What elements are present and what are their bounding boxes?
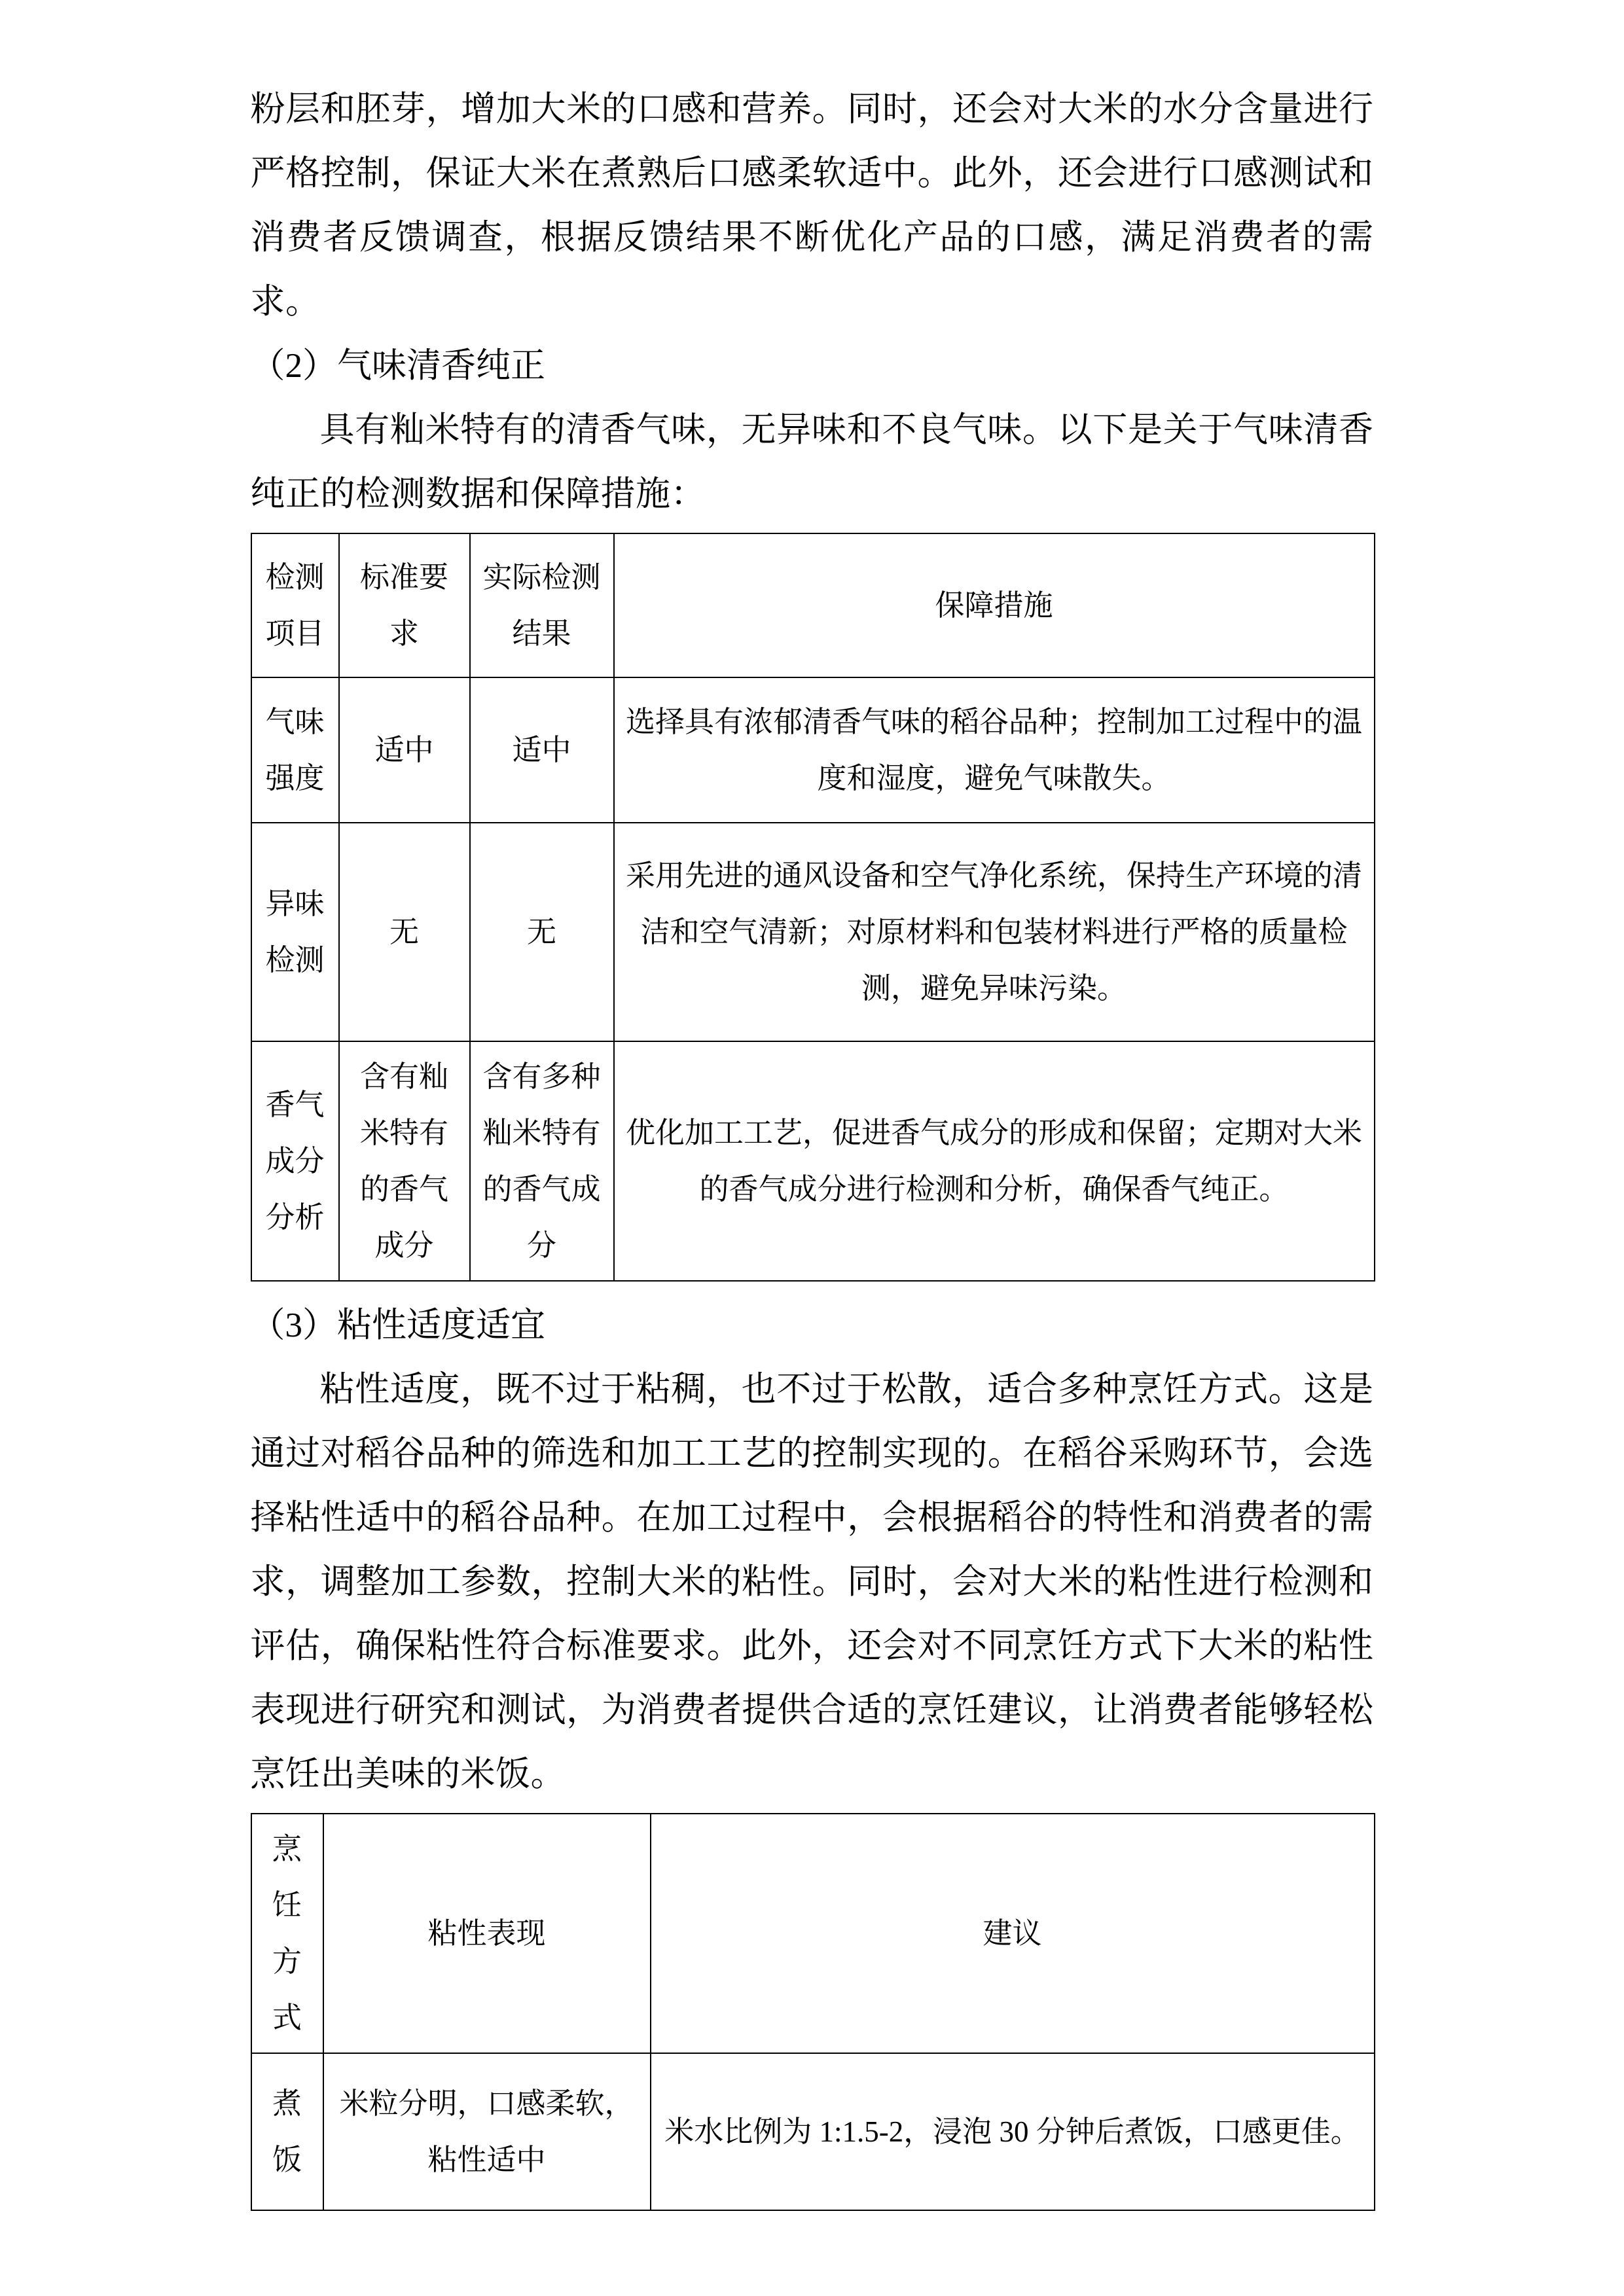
cell-item: 气味强度 (251, 677, 339, 823)
cell-measure: 采用先进的通风设备和空气净化系统，保持生产环境的清洁和空气清新；对原材料和包装材料进行严格的质量检测，避免异味污染。 (614, 823, 1375, 1041)
cell-advice: 米水比例为 1:1.5-2，浸泡 30 分钟后煮饭，口感更佳。 (651, 2053, 1375, 2210)
spacer (251, 1282, 1374, 1293)
column-header-item: 检测项目 (251, 533, 339, 677)
column-header-measure: 保障措施 (614, 533, 1375, 677)
table-row (251, 2053, 1375, 2210)
table-cooking-advice (251, 1813, 1375, 2211)
cell-measure: 优化加工工艺，促进香气成分的形成和保留；定期对大米的香气成分进行检测和分析，确保香气纯正。 (614, 1041, 1375, 1281)
table-odor-detection (251, 533, 1375, 1282)
cell-actual: 适中 (470, 677, 614, 823)
cell-actual: 无 (470, 823, 614, 1041)
spacer (251, 526, 1374, 533)
column-header-standard: 标准要求 (339, 533, 470, 677)
table-row (251, 1041, 1375, 1281)
cell-item: 香气成分分析 (251, 1041, 339, 1281)
table-row (251, 677, 1375, 823)
table-row-header (251, 1814, 1375, 2053)
heading-section-3: （3）粘性适度适宜 (250, 1306, 545, 1344)
cell-method: 煮饭 (251, 2053, 323, 2210)
cell-actual: 含有多种籼米特有的香气成分 (470, 1041, 614, 1281)
cell-measure: 选择具有浓郁清香气味的稻谷品种；控制加工过程中的温度和湿度，避免气味散失。 (614, 677, 1375, 823)
cell-standard: 适中 (339, 677, 470, 823)
spacer (251, 1806, 1374, 1813)
cell-stickiness: 米粒分明，口感柔软，粘性适中 (323, 2053, 651, 2210)
column-header-actual: 实际检测结果 (470, 533, 614, 677)
column-header-method: 烹饪方式 (251, 1814, 323, 2053)
column-header-stickiness: 粘性表现 (323, 1814, 651, 2053)
page-content (251, 77, 1374, 2211)
column-header-advice: 建议 (651, 1814, 1375, 2053)
paragraph-section-2: 具有籼米特有的清香气味，无异味和不良气味。以下是关于气味清香纯正的检测数据和保障措施： (250, 411, 1374, 513)
cell-standard: 含有籼米特有的香气成分 (339, 1041, 470, 1281)
paragraph-section-3: 粘性适度，既不过于粘稠，也不过于松散，适合多种烹饪方式。这是通过对稻谷品种的筛选和加工工艺的控制实现的。在稻谷采购环节，会选择粘性适中的稻谷品种。在加工过程中，会根据稻谷的特性和消费者的需求，调整加工参数，控制大米的粘性。同时，会对大米的粘性进行检测和评估，确保粘性符合标准要求。此外，还会对不同烹饪方式下大米的粘性表现进行研究和测试，为消费者提供合适的烹饪建议，让消费者能够轻松烹饪出美味的米饭。 (250, 1371, 1374, 1793)
cell-item: 异味检测 (251, 823, 339, 1041)
paragraph-top: 粉层和胚芽，增加大米的口感和营养。同时，还会对大米的水分含量进行严格控制，保证大米在煮熟后口感柔软适中。此外，还会进行口感测试和消费者反馈调查，根据反馈结果不断优化产品的口感，满足消费者的需求。 (250, 90, 1374, 321)
table-row-header (251, 533, 1375, 677)
heading-section-2: （2）气味清香纯正 (250, 347, 545, 385)
table-row (251, 823, 1375, 1041)
cell-standard: 无 (339, 823, 470, 1041)
